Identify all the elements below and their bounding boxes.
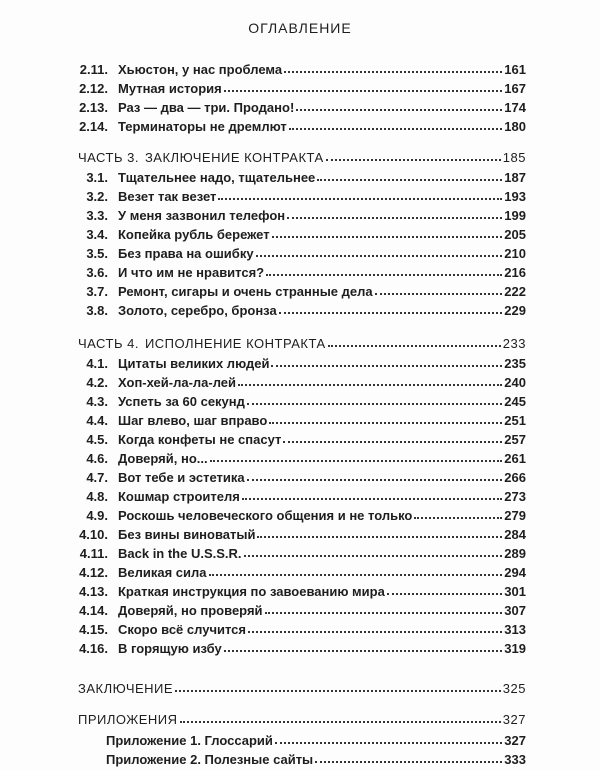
- dot-leader: [247, 467, 503, 481]
- part-label: ЧАСТЬ 4.: [78, 336, 139, 351]
- part-label: ЧАСТЬ 3.: [78, 150, 139, 165]
- entry-title: Шаг влево, шаг вправо: [118, 413, 268, 428]
- entry-page: 222: [504, 284, 526, 299]
- toc-entry[interactable]: [64, 411, 526, 431]
- entry-page: 245: [504, 394, 526, 409]
- dot-leader: [242, 486, 502, 500]
- toc-entry[interactable]: [64, 544, 526, 564]
- entry-title: Успеть за 60 секунд: [118, 394, 245, 409]
- entry-page: 187: [504, 170, 526, 185]
- entry-page: 210: [504, 246, 526, 261]
- part-3-heading[interactable]: [78, 148, 526, 168]
- part-page: 233: [502, 336, 526, 351]
- dot-leader: [328, 333, 501, 347]
- entry-page: 240: [504, 375, 526, 390]
- toc-entry[interactable]: [64, 206, 526, 226]
- entry-title: Back in the U.S.S.R.: [118, 546, 242, 561]
- dot-leader: [180, 709, 501, 723]
- entry-page: 167: [504, 81, 526, 96]
- appendices-page: 327: [502, 712, 526, 727]
- entry-number: 4.16.: [79, 641, 108, 656]
- toc-entry[interactable]: [64, 187, 526, 207]
- dot-leader: [218, 186, 502, 200]
- dot-leader: [244, 543, 503, 557]
- entry-number: 4.4.: [86, 413, 108, 428]
- entry-title: Хьюстон, у нас проблема: [118, 62, 283, 77]
- entry-number: 4.9.: [86, 508, 108, 523]
- toc-entry[interactable]: [64, 98, 526, 118]
- entry-page: 307: [504, 603, 526, 618]
- toc-entry[interactable]: [64, 373, 526, 393]
- entry-page: 266: [504, 470, 526, 485]
- toc-entry[interactable]: [64, 620, 526, 640]
- entry-page: 251: [504, 413, 526, 428]
- dot-leader: [326, 147, 501, 161]
- entry-title: Вот тебе и эстетика: [118, 470, 245, 485]
- entry-number: 4.7.: [86, 470, 108, 485]
- entry-page: 257: [504, 432, 526, 447]
- entry-title: Роскошь человеческого общения и не только: [118, 508, 413, 523]
- entry-page: 333: [504, 752, 526, 767]
- dot-leader: [247, 391, 502, 405]
- dot-leader: [296, 97, 502, 111]
- toc-entry[interactable]: [64, 449, 526, 469]
- part-title: ЗАКЛЮЧЕНИЕ КОНТРАКТА: [144, 150, 324, 165]
- toc-entry[interactable]: [64, 225, 526, 245]
- part-4-heading[interactable]: [78, 334, 526, 354]
- entry-page: 313: [504, 622, 526, 637]
- dot-leader: [375, 281, 503, 295]
- entry-title: Цитаты великих людей: [118, 356, 270, 371]
- entry-page: 161: [504, 62, 526, 77]
- entry-number: 4.15.: [79, 622, 108, 637]
- entry-title: Краткая инструкция по завоеванию мира: [118, 584, 385, 599]
- conclusion-heading[interactable]: [78, 679, 526, 699]
- dot-leader: [283, 429, 502, 443]
- entry-title: Ремонт, сигары и очень странные дела: [118, 284, 373, 299]
- toc-entry[interactable]: [64, 244, 526, 264]
- entry-page: 279: [504, 508, 526, 523]
- entry-page: 193: [504, 189, 526, 204]
- dot-leader: [265, 600, 503, 614]
- entry-number: 4.2.: [86, 375, 108, 390]
- dot-leader: [210, 448, 503, 462]
- dot-leader: [271, 353, 502, 367]
- entry-title: Скоро всё случится: [118, 622, 246, 637]
- dot-leader: [387, 581, 502, 595]
- appendices-title: ПРИЛОЖЕНИЯ: [78, 712, 178, 727]
- entry-page: 229: [504, 303, 526, 318]
- entry-number: 3.1.: [86, 170, 108, 185]
- toc-entry[interactable]: [64, 506, 526, 526]
- entry-title: Без вины виноватый: [118, 527, 256, 542]
- conclusion-page: 325: [502, 681, 526, 696]
- entry-page: 199: [504, 208, 526, 223]
- entry-number: 4.5.: [86, 432, 108, 447]
- entry-title: Золото, серебро, бронза: [118, 303, 277, 318]
- toc-entry-appendix[interactable]: [106, 731, 526, 751]
- toc-entry[interactable]: [64, 60, 526, 80]
- toc-entry[interactable]: [64, 117, 526, 137]
- entry-number: 3.3.: [86, 208, 108, 223]
- toc-entry[interactable]: [64, 430, 526, 450]
- appendices-heading[interactable]: [78, 710, 526, 730]
- entry-title: Хоп-хей-ла-ла-лей: [118, 375, 237, 390]
- entry-number: 2.14.: [79, 119, 108, 134]
- toc-entry[interactable]: [64, 582, 526, 602]
- entry-title: И что им не нравится?: [118, 265, 265, 280]
- entry-page: 289: [504, 546, 526, 561]
- entry-page: 301: [504, 584, 526, 599]
- entry-page: 180: [504, 119, 526, 134]
- part-page: 185: [502, 150, 526, 165]
- entry-page: 216: [504, 265, 526, 280]
- entry-number: 3.2.: [86, 189, 108, 204]
- toc-entry[interactable]: [64, 487, 526, 507]
- entry-number: 3.6.: [86, 265, 108, 280]
- dot-leader: [287, 205, 502, 219]
- entry-page: 205: [504, 227, 526, 242]
- toc-entry-appendix[interactable]: [106, 750, 526, 770]
- dot-leader: [256, 243, 503, 257]
- entry-page: 284: [504, 527, 526, 542]
- entry-title: Везет так везет: [118, 189, 217, 204]
- page-title: ОГЛАВЛЕНИЕ: [248, 20, 352, 36]
- entry-page: 319: [504, 641, 526, 656]
- conclusion-title: ЗАКЛЮЧЕНИЕ: [78, 681, 174, 696]
- entry-number: 4.6.: [86, 451, 108, 466]
- entry-number: 3.5.: [86, 246, 108, 261]
- entry-number: 4.3.: [86, 394, 108, 409]
- dot-leader: [224, 78, 503, 92]
- entry-number: 4.14.: [79, 603, 108, 618]
- entry-title: Великая сила: [118, 565, 207, 580]
- part-title: ИСПОЛНЕНИЕ КОНТРАКТА: [144, 336, 326, 351]
- dot-leader: [317, 167, 502, 181]
- entry-page: 273: [504, 489, 526, 504]
- entry-page: 261: [504, 451, 526, 466]
- entry-number: 2.11.: [79, 62, 108, 77]
- dot-leader: [289, 116, 503, 130]
- dot-leader: [414, 505, 502, 519]
- entry-title: Мутная история: [118, 81, 222, 96]
- dot-leader: [269, 410, 502, 424]
- toc-entry[interactable]: [64, 79, 526, 99]
- entry-page: 235: [504, 356, 526, 371]
- toc-entry[interactable]: [64, 263, 526, 283]
- dot-leader: [279, 300, 503, 314]
- dot-leader: [257, 524, 502, 538]
- entry-number: 2.13.: [79, 100, 108, 115]
- entry-page: 327: [504, 733, 526, 748]
- toc-entry[interactable]: [64, 468, 526, 488]
- entry-title: У меня зазвонил телефон: [118, 208, 286, 223]
- dot-leader: [284, 59, 502, 73]
- entry-title: В горящую избу: [118, 641, 222, 656]
- dot-leader: [315, 749, 502, 763]
- entry-page: 174: [504, 100, 526, 115]
- toc-entry[interactable]: [64, 392, 526, 412]
- dot-leader: [238, 372, 502, 386]
- entry-number: 2.12.: [79, 81, 108, 96]
- dot-leader: [275, 730, 502, 744]
- entry-number: 4.13.: [79, 584, 108, 599]
- dot-leader: [209, 562, 503, 576]
- dot-leader: [266, 262, 502, 276]
- toc-entry[interactable]: [64, 525, 526, 545]
- toc-entry[interactable]: [64, 563, 526, 583]
- entry-title: Доверяй, но проверяй: [118, 603, 263, 618]
- entry-title: Копейка рубль бережет: [118, 227, 270, 242]
- toc-entry[interactable]: [64, 168, 526, 188]
- entry-number: 4.12.: [79, 565, 108, 580]
- entry-title: Тщательнее надо, тщательнее: [118, 170, 316, 185]
- entry-number: 4.8.: [86, 489, 108, 504]
- entry-number: 3.8.: [86, 303, 108, 318]
- entry-number: 4.10.: [79, 527, 108, 542]
- dot-leader: [248, 619, 502, 633]
- entry-title: Когда конфеты не спасут: [118, 432, 282, 447]
- entry-title: Раз — два — три. Продано!: [118, 100, 295, 115]
- entry-number: 4.1.: [86, 356, 108, 371]
- entry-title: Доверяй, но...: [118, 451, 208, 466]
- dot-leader: [175, 678, 501, 692]
- dot-leader: [272, 224, 503, 238]
- toc-entry[interactable]: [64, 601, 526, 621]
- entry-title: Без права на ошибку: [118, 246, 254, 261]
- entry-number: 4.11.: [79, 546, 108, 561]
- toc-entry[interactable]: [64, 639, 526, 659]
- entry-title: Терминаторы не дремлют: [118, 119, 287, 134]
- toc-entry[interactable]: [64, 301, 526, 321]
- entry-title: Приложение 2. Полезные сайты: [106, 752, 314, 767]
- entry-number: 3.4.: [86, 227, 108, 242]
- entry-number: 3.7.: [86, 284, 108, 299]
- entry-title: Кошмар строителя: [118, 489, 240, 504]
- toc-entry[interactable]: [64, 282, 526, 302]
- entry-page: 294: [504, 565, 526, 580]
- entry-title: Приложение 1. Глоссарий: [106, 733, 273, 748]
- dot-leader: [224, 638, 503, 652]
- toc-entry[interactable]: [64, 354, 526, 374]
